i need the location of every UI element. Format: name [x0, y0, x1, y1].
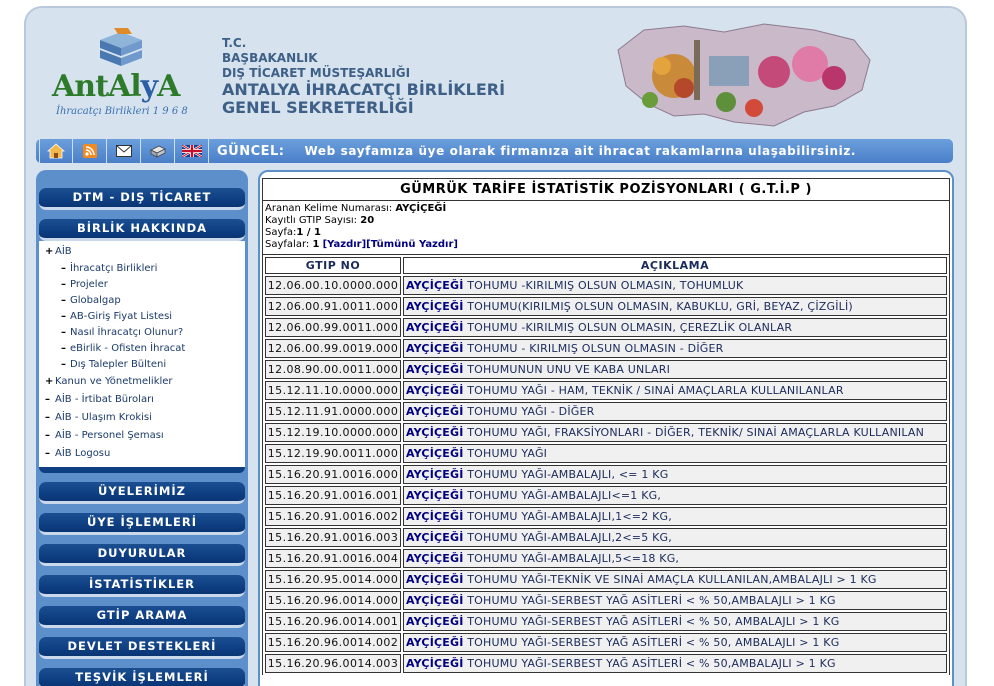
turkey-map-collage-image	[614, 16, 874, 134]
count-line	[265, 215, 947, 227]
description-text: TOHUMU YAĞI - DİĞER	[467, 405, 595, 418]
gtip-code-cell[interactable]: 15.16.20.96.0014.001	[265, 612, 401, 631]
keyword-highlight: AYÇİÇEĞİ	[406, 468, 464, 481]
description-cell	[403, 654, 947, 673]
count-label: Kayıtlı GTIP Sayısı:	[265, 215, 358, 226]
gtip-code-cell[interactable]: 15.12.11.91.0000.000	[265, 402, 401, 421]
description-cell	[403, 591, 947, 610]
table-row[interactable]	[265, 486, 947, 505]
description-text: TOHUMU YAĞI-SERBEST YAĞ ASİTLERİ < % 50,AMBALAJLI > 1 KG	[467, 657, 836, 670]
dash-marker: –	[45, 430, 50, 441]
gtip-code-cell[interactable]: 15.16.20.91.0016.003	[265, 528, 401, 547]
pages-line	[265, 239, 947, 251]
submenu-label: Dış Talepler Bülteni	[70, 359, 167, 370]
description-text: TOHUMU YAĞI-AMBALAJLI,2<=5 KG,	[467, 531, 672, 544]
table-row[interactable]	[265, 339, 947, 358]
description-cell	[403, 276, 947, 295]
menu-button-birlik-hakkinda[interactable]: BİRLİK HAKKINDA	[39, 219, 245, 241]
keyword-highlight: AYÇİÇEĞİ	[406, 594, 464, 607]
site-logo[interactable]	[52, 26, 202, 126]
submenu-label: AİB - Personel Şeması	[55, 430, 164, 441]
keyword-label: Aranan Kelime Numarası:	[265, 203, 393, 214]
dash-marker: –	[61, 343, 66, 354]
menu-button-gtip-arama[interactable]: GTİP ARAMA	[39, 606, 245, 628]
table-row[interactable]	[265, 297, 947, 316]
description-cell	[403, 528, 947, 547]
keyword-highlight: AYÇİÇEĞİ	[406, 573, 464, 586]
dash-marker: –	[61, 359, 66, 370]
description-cell	[403, 402, 947, 421]
dash-marker: –	[61, 311, 66, 322]
table-row[interactable]	[265, 381, 947, 400]
dash-marker: –	[61, 263, 66, 274]
description-text: TOHUMU YAĞI, FRAKSİYONLARI - DİĞER, TEKNİK/ SINAİ AMAÇLARLA KULLANILAN	[467, 426, 925, 439]
description-text: TOHUMU(KIRILMIŞ OLSUN OLMASIN, KABUKLU, GRİ, BEYAZ, ÇİZGİLİ)	[467, 300, 853, 313]
home-icon[interactable]	[39, 139, 73, 163]
keyword-highlight: AYÇİÇEĞİ	[406, 531, 464, 544]
description-text: TOHUMU YAĞI	[467, 447, 548, 460]
submenu-label: AİB	[55, 246, 72, 257]
org-line: DIŞ TİCARET MÜSTEŞARLIĞI	[222, 66, 411, 80]
description-cell	[403, 465, 947, 484]
page-link[interactable]: 1	[312, 239, 320, 250]
main-content	[258, 170, 954, 686]
table-row[interactable]	[265, 633, 947, 652]
expand-marker: +	[45, 376, 54, 387]
description-text: TOHUMU YAĞI-AMBALAJLI,5<=18 KG,	[467, 552, 680, 565]
logo-subtitle: İhracatçı Birlikleri 1 9 6 8	[56, 106, 188, 117]
submenu-label: Globalgap	[70, 295, 121, 306]
pages-label: Sayfalar:	[265, 239, 310, 250]
table-header-row	[265, 257, 947, 274]
sidebar-menu	[36, 170, 248, 686]
submenu-item-ulasim[interactable]	[39, 409, 245, 427]
birlik-hakkinda-submenu	[39, 241, 245, 473]
org-line: BAŞBAKANLIK	[222, 51, 318, 65]
description-text: TOHUMU - KIRILMIŞ OLSUN OLMASIN - DİĞER	[467, 342, 724, 355]
gtip-code-cell[interactable]: 12.08.90.00.0011.000	[265, 360, 401, 379]
submenu-item-personel[interactable]	[39, 427, 245, 445]
description-text: TOHUMU YAĞI-SERBEST YAĞ ASİTLERİ < % 50, AMBALAJLI > 1 KG	[467, 615, 840, 628]
keyword-highlight: AYÇİÇEĞİ	[406, 405, 464, 418]
gtip-code-cell[interactable]: 15.12.19.10.0000.000	[265, 423, 401, 442]
table-row[interactable]	[265, 570, 947, 589]
table-row[interactable]	[265, 549, 947, 568]
table-row[interactable]	[265, 612, 947, 631]
submenu-label: eBirlik - Ofisten İhracat	[70, 343, 186, 354]
submenu-subitem[interactable]	[39, 309, 245, 325]
org-line: ANTALYA İHRACATÇI BİRLİKLERİ	[222, 80, 506, 99]
description-cell	[403, 507, 947, 526]
gtip-code-cell[interactable]: 15.16.20.91.0016.000	[265, 465, 401, 484]
description-cell	[403, 423, 947, 442]
submenu-label: Projeler	[70, 279, 108, 290]
gtip-code-cell[interactable]: 12.06.00.99.0019.000	[265, 339, 401, 358]
submenu-item-kanun[interactable]	[39, 373, 245, 391]
print-icon[interactable]	[141, 139, 175, 163]
description-cell	[403, 612, 947, 631]
table-row[interactable]	[265, 423, 947, 442]
submenu-label: Nasıl İhracatçı Olunur?	[70, 327, 184, 338]
gtip-code-cell[interactable]: 15.16.20.91.0016.001	[265, 486, 401, 505]
keyword-highlight: AYÇİÇEĞİ	[406, 552, 464, 565]
description-cell	[403, 339, 947, 358]
description-text: TOHUMU YAĞI-TEKNİK VE SINAİ AMAÇLA KULLANILAN,AMBALAJLI > 1 KG	[467, 573, 877, 586]
gtip-code-cell[interactable]: 15.16.20.91.0016.004	[265, 549, 401, 568]
keyword-highlight: AYÇİÇEĞİ	[406, 657, 464, 670]
description-cell	[403, 633, 947, 652]
keyword-highlight: AYÇİÇEĞİ	[406, 300, 464, 313]
gtip-code-cell[interactable]: 15.12.11.10.0000.000	[265, 381, 401, 400]
description-text: TOHUMU YAĞI-AMBALAJLI<=1 KG,	[467, 489, 662, 502]
print-all-link[interactable]: [Tümünü Yazdır]	[366, 239, 458, 250]
submenu-subitem[interactable]	[39, 341, 245, 357]
description-text: TOHUMU YAĞI-AMBALAJLI, <= 1 KG	[467, 468, 669, 481]
table-body	[265, 276, 947, 673]
submenu-subitem[interactable]	[39, 261, 245, 277]
table-row[interactable]	[265, 444, 947, 463]
menu-button-devlet-destekleri[interactable]: DEVLET DESTEKLERİ	[39, 637, 245, 659]
submenu-label: AİB - Ulaşım Krokisi	[55, 412, 152, 423]
dash-marker: –	[61, 295, 66, 306]
description-text: TOHUMUNUN UNU VE KABA UNLARI	[467, 363, 671, 376]
page-line	[265, 227, 947, 239]
gtip-code-cell[interactable]: 15.16.20.95.0014.000	[265, 570, 401, 589]
search-info	[263, 201, 949, 255]
submenu-subitem[interactable]	[39, 293, 245, 309]
gtip-code-cell[interactable]: 12.06.00.99.0011.000	[265, 318, 401, 337]
expand-marker: +	[45, 246, 54, 257]
keyword-highlight: AYÇİÇEĞİ	[406, 321, 464, 334]
dash-marker: –	[45, 412, 50, 423]
dash-marker: –	[45, 394, 50, 405]
description-text: TOHUMU YAĞI-AMBALAJLI,1<=2 KG,	[467, 510, 672, 523]
description-cell	[403, 297, 947, 316]
books-logo-icon	[94, 26, 148, 70]
description-cell	[403, 549, 947, 568]
column-header-gtip: GTIP NO	[265, 257, 401, 274]
table-row[interactable]	[265, 507, 947, 526]
description-text: TOHUMU YAĞI-SERBEST YAĞ ASİTLERİ < % 50,AMBALAJLI > 1 KG	[467, 594, 836, 607]
submenu-label: AİB - İrtibat Büroları	[55, 394, 154, 405]
table-row[interactable]	[265, 276, 947, 295]
submenu-item-irtibat[interactable]	[39, 391, 245, 409]
site-header	[26, 8, 965, 138]
description-cell	[403, 570, 947, 589]
description-cell	[403, 318, 947, 337]
page-frame	[24, 6, 967, 686]
table-row[interactable]	[265, 528, 947, 547]
keyword-highlight: AYÇİÇEĞİ	[406, 636, 464, 649]
org-line: T.C.	[222, 36, 247, 50]
keyword-highlight: AYÇİÇEĞİ	[406, 384, 464, 397]
menu-button-dtm[interactable]: DTM - DIŞ TİCARET	[39, 188, 245, 210]
keyword-highlight: AYÇİÇEĞİ	[406, 426, 464, 439]
gtip-code-cell[interactable]: 15.16.20.96.0014.003	[265, 654, 401, 673]
submenu-subitem[interactable]	[39, 277, 245, 293]
keyword-line	[265, 203, 947, 215]
keyword-highlight: AYÇİÇEĞİ	[406, 363, 464, 376]
logo-brand-text: AntAlyA	[52, 69, 180, 104]
description-text: TOHUMU -KIRILMIŞ OLSUN OLMASIN, ÇEREZLİK OLANLAR	[467, 321, 793, 334]
organization-title	[222, 36, 505, 117]
submenu-label: AB-Giriş Fiyat Listesi	[70, 311, 173, 322]
dash-marker: –	[61, 279, 66, 290]
table-row[interactable]	[265, 654, 947, 673]
keyword-highlight: AYÇİÇEĞİ	[406, 615, 464, 628]
news-ticker-text[interactable]: Web sayfamıza üye olarak firmanıza ait ihracat rakamlarına ulaşabilirsiniz.	[304, 144, 857, 158]
gtip-table	[263, 255, 949, 675]
description-text: TOHUMU YAĞI-SERBEST YAĞ ASİTLERİ < % 50, AMBALAJLI > 1 KG	[467, 636, 840, 649]
description-text: TOHUMU YAĞI - HAM, TEKNİK / SINAİ AMAÇLARLA KULLANILANLAR	[467, 384, 844, 397]
table-row[interactable]	[265, 402, 947, 421]
gtip-code-cell[interactable]: 12.06.00.91.0011.000	[265, 297, 401, 316]
keyword-value: AYÇİÇEĞİ	[395, 203, 447, 214]
keyword-highlight: AYÇİÇEĞİ	[406, 510, 464, 523]
table-row[interactable]	[265, 360, 947, 379]
submenu-subitem[interactable]	[39, 357, 245, 373]
menu-button-duyurular[interactable]: DUYURULAR	[39, 544, 245, 566]
page-label: Sayfa:	[265, 227, 297, 238]
page-title: GÜMRÜK TARİFE İSTATİSTİK POZİSYONLARI ( G.T.İ.P )	[263, 179, 949, 201]
submenu-subitem[interactable]	[39, 325, 245, 341]
submenu-label: İhracatçı Birlikleri	[70, 263, 158, 274]
keyword-highlight: AYÇİÇEĞİ	[406, 447, 464, 460]
mail-icon[interactable]	[107, 139, 141, 163]
uk-flag-icon[interactable]	[175, 139, 209, 163]
submenu-item-aib[interactable]	[39, 243, 245, 261]
page-value: 1 / 1	[296, 227, 321, 238]
menu-button-istatistikler[interactable]: İSTATİSTİKLER	[39, 575, 245, 597]
description-cell	[403, 486, 947, 505]
description-cell	[403, 381, 947, 400]
menu-button-tesvik-islemleri[interactable]: TEŞVİK İŞLEMLERİ	[39, 668, 245, 686]
keyword-highlight: AYÇİÇEĞİ	[406, 279, 464, 292]
table-row[interactable]	[265, 318, 947, 337]
org-line: GENEL SEKRETERLİĞİ	[222, 98, 414, 117]
print-link[interactable]: [Yazdır]	[322, 239, 367, 250]
table-row[interactable]	[265, 591, 947, 610]
dash-marker: –	[61, 327, 66, 338]
count-value: 20	[360, 215, 375, 226]
column-header-aciklama: AÇIKLAMA	[403, 257, 947, 274]
submenu-item-logo[interactable]	[39, 445, 245, 463]
submenu-label: AİB Logosu	[55, 448, 111, 459]
keyword-highlight: AYÇİÇEĞİ	[406, 342, 464, 355]
menu-button-uye-islemleri[interactable]: ÜYE İŞLEMLERİ	[39, 513, 245, 535]
description-cell	[403, 444, 947, 463]
gtip-code-cell[interactable]: 12.06.00.10.0000.000	[265, 276, 401, 295]
gtip-results-panel	[262, 178, 950, 675]
gtip-code-cell[interactable]: 15.16.20.91.0016.002	[265, 507, 401, 526]
news-label: GÜNCEL:	[217, 143, 285, 159]
gtip-code-cell[interactable]: 15.16.20.96.0014.002	[265, 633, 401, 652]
gtip-code-cell[interactable]: 15.12.19.90.0011.000	[265, 444, 401, 463]
gtip-code-cell[interactable]: 15.16.20.96.0014.000	[265, 591, 401, 610]
dash-marker: –	[45, 448, 50, 459]
submenu-label: Kanun ve Yönetmelikler	[55, 376, 173, 387]
menu-button-uyelerimiz[interactable]: ÜYELERİMİZ	[39, 482, 245, 504]
description-text: TOHUMU -KIRILMIŞ OLSUN OLMASIN, TOHUMLUK	[467, 279, 744, 292]
news-bar	[36, 139, 953, 163]
rss-icon[interactable]	[73, 139, 107, 163]
table-row[interactable]	[265, 465, 947, 484]
description-cell	[403, 360, 947, 379]
keyword-highlight: AYÇİÇEĞİ	[406, 489, 464, 502]
